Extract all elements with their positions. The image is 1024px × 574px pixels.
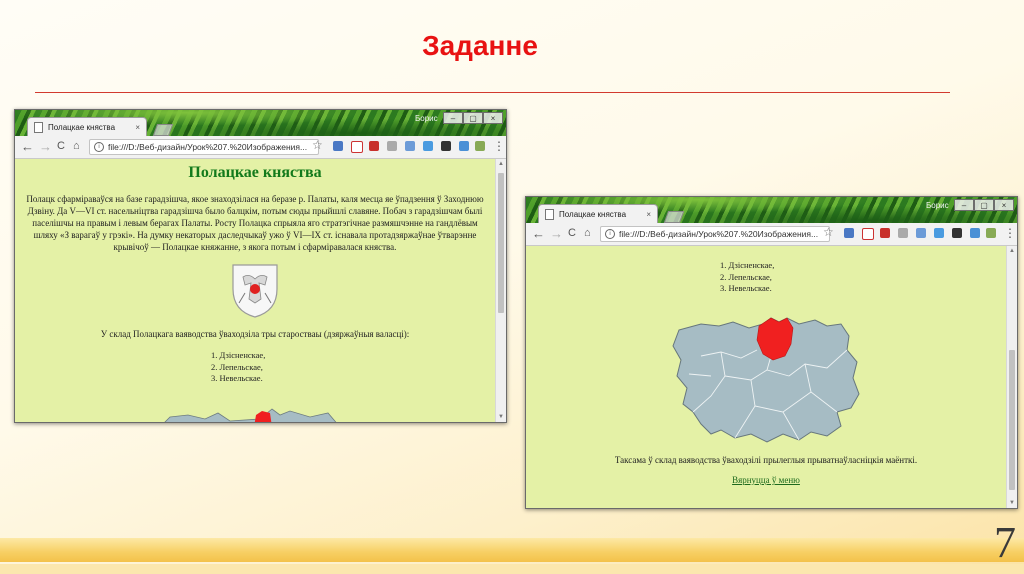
voivodeship-map-partial [160,407,340,422]
vk-icon[interactable] [916,228,926,238]
menu-icon[interactable]: ⋮ [1004,226,1016,240]
extension-icon[interactable] [844,228,854,238]
slide-number: 7 [994,518,1016,567]
list-item: 3. Невельскае. [211,373,263,383]
minimize-button[interactable]: – [443,112,463,124]
districts-list [211,350,265,385]
page-scrollbar[interactable] [495,159,506,422]
reload-icon[interactable]: C [568,227,576,239]
decorative-band [0,538,1024,562]
forward-icon[interactable]: → [550,226,563,241]
tab-title: Полацкае княства [48,122,116,132]
scroll-up-icon[interactable]: ▲ [498,161,504,167]
reload-icon[interactable]: C [57,140,65,152]
title-divider [35,92,950,93]
browser-tab[interactable] [538,204,658,223]
music-icon[interactable] [441,141,451,151]
districts-list [720,260,774,295]
weather-icon[interactable] [423,141,433,151]
pocket-icon[interactable] [369,141,379,151]
list-item: 2. Лепельскае, [211,361,263,372]
new-tab-button[interactable] [664,211,684,223]
close-window-button[interactable]: × [483,112,503,124]
browser-toolbar [526,223,1017,246]
maximize-button[interactable]: ▢ [974,199,994,211]
home-icon[interactable]: ⌂ [584,227,591,239]
intro-paragraph: Полацк сфарміраваўся на базе гарадзішча, якое знаходзілася на беразе р. Палаты, каля месца яе ўпадзення ў Заходнюю Дзвіну. Да V—VI ст. насельніцтва гарадзішча было балцкім, потым сюды прыйшлі славяне. Побач з гарадзішчам былі паселішчы на правым і левым берагах Палаты. Росту Полацка спрыяла яго стратэгічнае размяшчэнне на гандлёвым шляху «З варагаў у грэкі». На думку некаторых даследчыкаў ужо ў VI—IX ст. існавала протадзяржаўнае ўтварэнне крывічоў — Полацкае княжанне, з якога потым і сфарміравалася княства. [26,194,484,252]
profile-name[interactable]: Борис [415,114,438,123]
slide-title: Заданне [422,30,538,61]
list-item: 1. Дзісненскае, [211,350,266,360]
extension-icon[interactable] [333,141,343,151]
address-bar[interactable] [600,226,830,242]
gmail-icon[interactable] [351,141,363,153]
extension-icon-2[interactable] [986,228,996,238]
page-viewport [526,246,1006,508]
info-icon[interactable]: i [94,142,104,152]
new-tab-button[interactable] [153,124,173,136]
page-viewport [15,159,495,422]
close-window-button[interactable]: × [994,199,1014,211]
download-icon[interactable] [970,228,980,238]
shield-icon[interactable] [898,228,908,238]
gmail-icon[interactable] [862,228,874,240]
minimize-button[interactable]: – [954,199,974,211]
back-icon[interactable]: ← [21,139,34,154]
tab-title: Полацкае княства [559,209,627,219]
weather-icon[interactable] [934,228,944,238]
bookmark-star-icon[interactable]: ☆ [312,138,323,152]
page-scrollbar[interactable] [1006,246,1017,508]
scroll-down-icon[interactable]: ▼ [498,414,504,420]
voivodeship-map [671,316,861,446]
list-item: 2. Лепельскае, [720,271,772,282]
download-icon[interactable] [459,141,469,151]
composition-text: У склад Полацкага ваяводства ўваходзіла тры старостваы (дзяржаўныя валасці): [100,329,410,339]
tab-close-icon[interactable]: × [135,122,140,132]
music-icon[interactable] [952,228,962,238]
scroll-thumb[interactable] [498,173,504,313]
url-text: file:///D:/Веб-дизайн/Урок%207.%20Изображения... [108,142,308,152]
menu-icon[interactable]: ⋮ [493,139,505,153]
after-map-text: Таксама ў склад ваяводства ўваходзілі прылеглыя прыватнаўласніцкія маёнткі. [614,455,918,465]
forward-icon[interactable]: → [39,139,52,154]
browser-tab[interactable] [27,117,147,136]
extension-icon-2[interactable] [475,141,485,151]
list-item: 3. Невельскае. [720,283,772,293]
page-icon [545,209,554,220]
maximize-button[interactable]: ▢ [463,112,483,124]
coat-of-arms-image [229,259,281,319]
info-icon[interactable]: i [605,229,615,239]
vk-icon[interactable] [405,141,415,151]
shield-icon[interactable] [387,141,397,151]
back-icon[interactable]: ← [532,226,545,241]
window-titlebar [526,197,1017,223]
address-bar[interactable] [89,139,319,155]
browser-toolbar [15,136,506,159]
profile-name[interactable]: Борис [926,201,949,210]
list-item: 1. Дзісненскае, [720,260,775,270]
home-icon[interactable]: ⌂ [73,140,80,152]
browser-window-1 [14,109,507,423]
page-heading: Полацкае княства [188,164,322,181]
scroll-thumb[interactable] [1009,350,1015,490]
pocket-icon[interactable] [880,228,890,238]
window-titlebar [15,110,506,136]
url-text: file:///D:/Веб-дизайн/Урок%207.%20Изображения... [619,229,819,239]
browser-window-2 [525,196,1018,509]
tab-close-icon[interactable]: × [646,209,651,219]
decorative-band-lower [0,564,1024,574]
scroll-down-icon[interactable]: ▼ [1009,500,1015,506]
page-icon [34,122,43,133]
scroll-up-icon[interactable]: ▲ [1009,248,1015,254]
bookmark-star-icon[interactable]: ☆ [823,225,834,239]
back-to-menu-link[interactable]: Вярнуцца ў меню [732,475,800,485]
